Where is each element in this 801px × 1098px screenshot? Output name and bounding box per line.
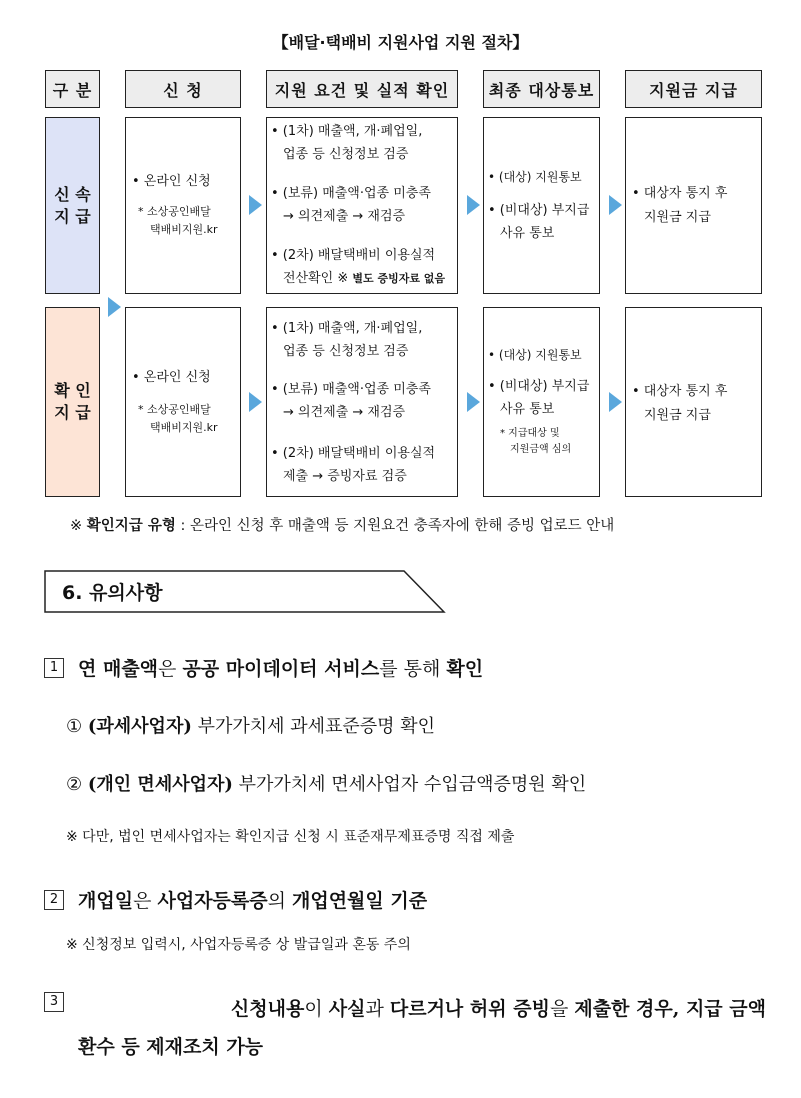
flow-note-rest: : 온라인 신청 후 매출액 등 지원요건 충족자에 한해 증빙 업로드 안내 bbox=[175, 518, 615, 534]
notice-item-1-note: ※ 다만, 법인 면세사업자는 확인지급 신청 시 표준재무제표증명 직접 제출 bbox=[66, 829, 515, 845]
row1-apply-note-1: * 소상공인배달 bbox=[138, 205, 211, 218]
row2-apply-note-1: * 소상공인배달 bbox=[138, 403, 211, 416]
row2-payment-cell bbox=[625, 307, 762, 497]
item2-part1: 개업일 bbox=[78, 890, 134, 912]
notice-item-1 bbox=[44, 654, 483, 681]
arrow-right-icon bbox=[249, 195, 262, 215]
item-number-box: 2 bbox=[44, 890, 64, 910]
row2-check-2-line1: • (보류) 매출액·업종 미충족 bbox=[271, 382, 431, 397]
row1-payment-line2: 지원금 지급 bbox=[644, 210, 711, 225]
procedure-title: 【배달·택배비 지원사업 지원 절차】 bbox=[272, 33, 529, 52]
header-check: 지원 요건 및 실적 확인 bbox=[266, 70, 458, 108]
item1-part4: 를 통해 bbox=[379, 658, 447, 680]
notice-item-1-sub2 bbox=[66, 770, 586, 796]
row1-apply-cell bbox=[125, 117, 241, 294]
header-category: 구 분 bbox=[45, 70, 100, 108]
row2-apply-cell bbox=[125, 307, 241, 497]
row-label-confirm-line2: 지 급 bbox=[54, 403, 91, 422]
item1-part2: 은 bbox=[158, 658, 183, 680]
row2-payment-line2: 지원금 지급 bbox=[644, 408, 711, 423]
arrow-right-icon bbox=[609, 392, 622, 412]
row2-apply-main: • 온라인 신청 bbox=[132, 370, 211, 385]
item3-part7: 제출한 경우, 지급 금액 bbox=[574, 998, 766, 1020]
item1-part1: 연 매출액 bbox=[78, 658, 159, 680]
row1-check-3-line2b: 별도 증빙자료 없음 bbox=[352, 272, 446, 285]
flow-note bbox=[70, 514, 614, 535]
sub2-number: ② bbox=[66, 774, 83, 795]
row2-notify-note-1: * 지급대상 및 bbox=[500, 428, 560, 439]
row1-notify-cell bbox=[483, 117, 600, 294]
notice-item-1-sub1 bbox=[66, 712, 435, 738]
notice-item-2-note: ※ 신청정보 입력시, 사업자등록증 상 발급일과 혼동 주의 bbox=[66, 937, 411, 953]
notice-item-2 bbox=[44, 886, 427, 913]
section-title: 6. 유의사항 bbox=[62, 582, 163, 604]
sub1-bold: (과세사업자) bbox=[87, 716, 192, 737]
row1-check-2-line1: • (보류) 매출액·업종 미충족 bbox=[271, 186, 431, 201]
item-number-box: 3 bbox=[44, 992, 64, 1012]
row1-check-3-line1: • (2차) 배달택배비 이용실적 bbox=[271, 248, 436, 263]
sub1-rest: 부가가치세 과세표준증명 확인 bbox=[191, 716, 436, 737]
row1-apply-note-2: 택배비지원.kr bbox=[150, 223, 218, 236]
row-label-fast bbox=[45, 117, 100, 294]
item2-part5: 개업연월일 기준 bbox=[292, 890, 428, 912]
row1-check-3-line2 bbox=[283, 268, 445, 289]
item1-part5: 확인 bbox=[446, 658, 484, 680]
row2-notify-cell bbox=[483, 307, 600, 497]
row2-notify-2-line2: 사유 통보 bbox=[500, 402, 555, 417]
item1-part3: 공공 마이데이터 서비스 bbox=[182, 658, 380, 680]
arrow-right-icon bbox=[609, 195, 622, 215]
arrow-right-icon bbox=[467, 195, 480, 215]
row1-check-cell bbox=[266, 117, 458, 294]
row-label-fast-line1: 신 속 bbox=[54, 184, 91, 204]
item2-part2: 은 bbox=[133, 890, 158, 912]
item2-part3: 사업자등록증 bbox=[157, 890, 268, 912]
sub2-bold: (개인 면세사업자) bbox=[87, 774, 233, 795]
row1-payment-cell bbox=[625, 117, 762, 294]
item3-part2: 이 bbox=[304, 998, 329, 1020]
row1-notify-1: • (대상) 지원통보 bbox=[488, 170, 582, 184]
flow-note-bold: 확인지급 유형 bbox=[86, 518, 176, 534]
header-apply: 신 청 bbox=[125, 70, 241, 108]
row1-check-3-line2a: 전산확인 ※ bbox=[283, 271, 353, 286]
row1-notify-2-line1: • (비대상) 부지급 bbox=[488, 203, 590, 218]
row-label-fast-line2: 지 급 bbox=[54, 206, 91, 226]
row-label-confirm bbox=[45, 307, 100, 497]
row-label-confirm-line1: 확 인 bbox=[54, 381, 91, 400]
header-notify: 최종 대상통보 bbox=[483, 70, 600, 108]
row1-check-1-line2: 업종 등 신청정보 검증 bbox=[283, 147, 409, 162]
arrow-right-icon bbox=[108, 297, 121, 317]
row1-check-2-line2: → 의견제출 → 재검증 bbox=[283, 209, 406, 224]
row1-apply-main: • 온라인 신청 bbox=[132, 174, 211, 189]
notice-item-3-line2: 환수 등 제재조치 가능 bbox=[78, 1036, 264, 1058]
notice-item-3 bbox=[44, 994, 766, 1021]
item3-part5: 다르거나 허위 증빙 bbox=[389, 998, 550, 1020]
row2-notify-1: • (대상) 지원통보 bbox=[488, 348, 582, 362]
row2-check-1-line1: • (1차) 매출액, 개·폐업일, bbox=[271, 321, 423, 336]
sub1-number: ① bbox=[66, 716, 83, 737]
header-payment: 지원금 지급 bbox=[625, 70, 762, 108]
row2-check-2-line2: → 의견제출 → 재검증 bbox=[283, 405, 406, 420]
row1-payment-line1: • 대상자 통지 후 bbox=[632, 186, 728, 201]
item3-part6: 을 bbox=[549, 998, 575, 1020]
item3-part1: 신청내용 bbox=[230, 998, 305, 1020]
row2-check-3-line2: 제출 → 증빙자료 검증 bbox=[283, 469, 407, 484]
item2-part4: 의 bbox=[267, 890, 292, 912]
arrow-right-icon bbox=[467, 392, 480, 412]
row2-check-1-line2: 업종 등 신청정보 검증 bbox=[283, 344, 409, 359]
row2-payment-line1: • 대상자 통지 후 bbox=[632, 384, 728, 399]
flow-note-prefix: ※ bbox=[70, 518, 87, 534]
row1-check-1-line1: • (1차) 매출액, 개·폐업일, bbox=[271, 124, 423, 139]
row2-check-3-line1: • (2차) 배달택배비 이용실적 bbox=[271, 446, 436, 461]
row2-check-cell bbox=[266, 307, 458, 497]
arrow-right-icon bbox=[249, 392, 262, 412]
item3-part3: 사실 bbox=[328, 998, 366, 1020]
row2-notify-2-line1: • (비대상) 부지급 bbox=[488, 379, 590, 394]
sub2-rest: 부가가치세 면세사업자 수입금액증명원 확인 bbox=[232, 774, 587, 795]
row2-notify-note-2: 지원금액 심의 bbox=[510, 444, 572, 455]
row2-apply-note-2: 택배비지원.kr bbox=[150, 421, 218, 434]
row1-notify-2-line2: 사유 통보 bbox=[500, 226, 555, 241]
item-number-box: 1 bbox=[44, 658, 64, 678]
item3-part4: 과 bbox=[365, 998, 390, 1020]
